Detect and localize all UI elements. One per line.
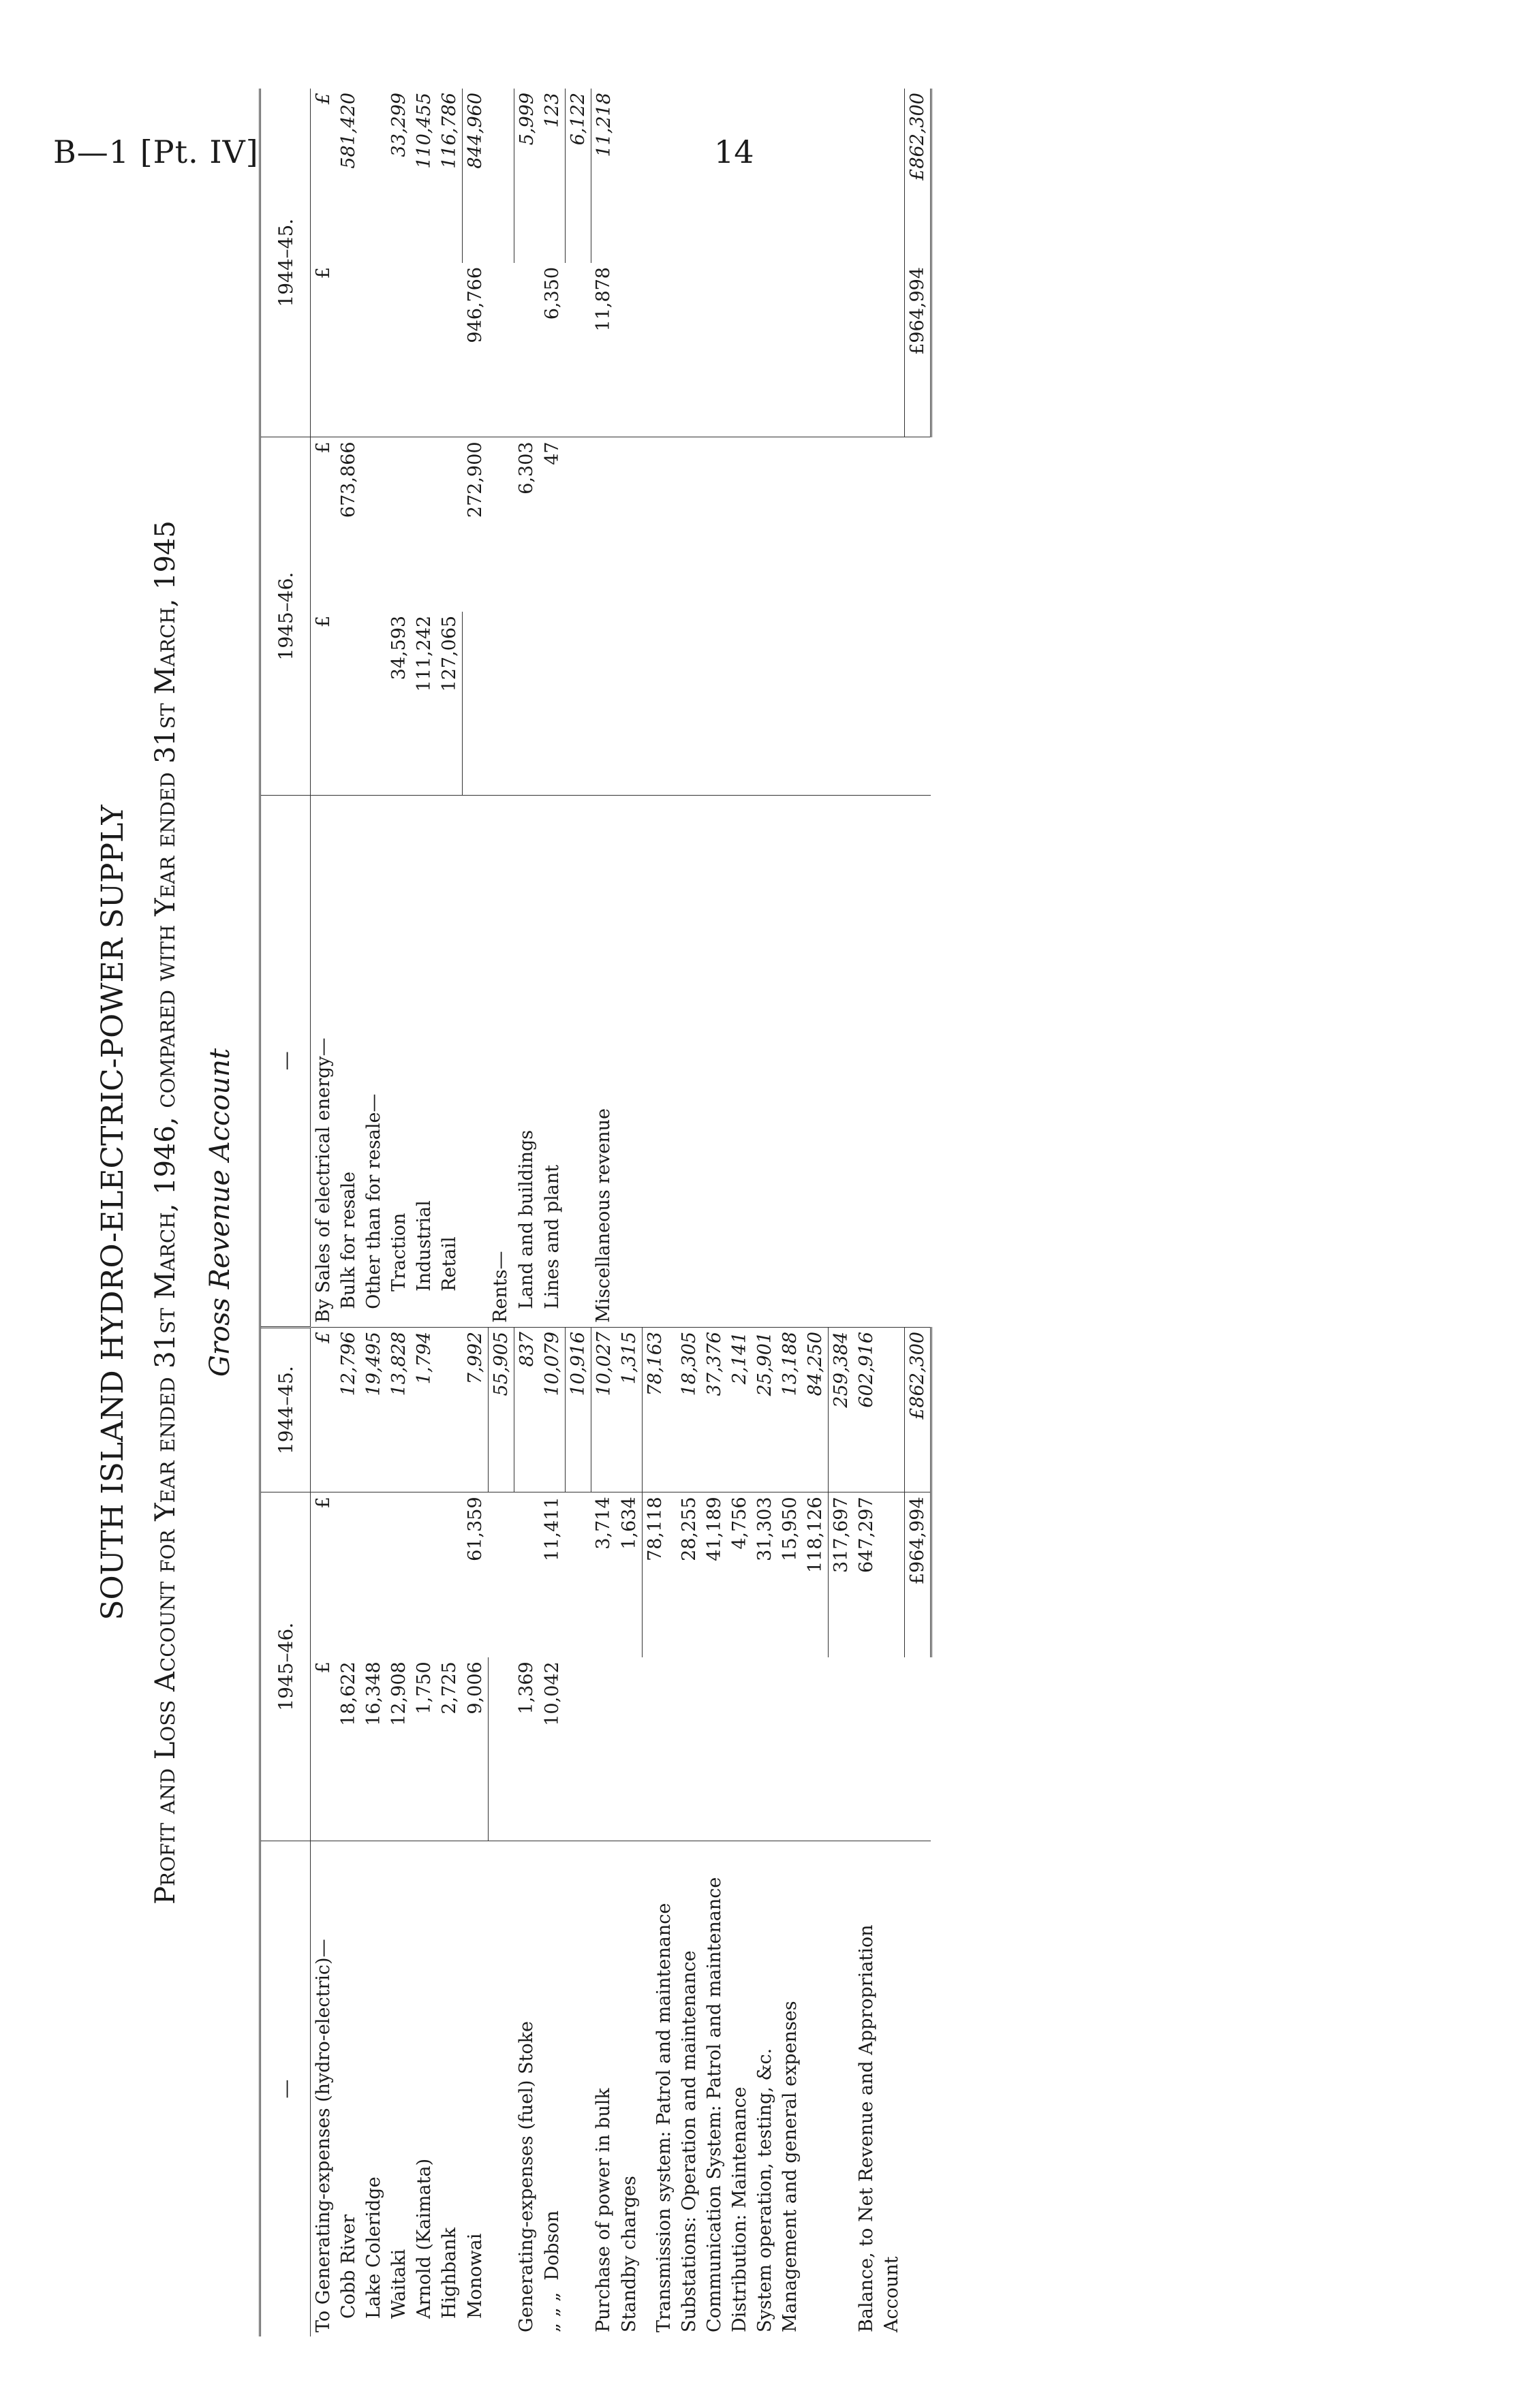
table-row: Communication System: Patrol and maintenance 41,189 37,376	[702, 89, 727, 2336]
table-row: Waitaki 12,908 13,828 Traction 34,593 33,299	[386, 89, 412, 2336]
fuel-subtotal: 11,411	[541, 1497, 563, 1561]
table-row: Standby charges 1,634 1,315	[617, 89, 643, 2336]
table-row: Monowai 9,006 61,359 7,992 272,900 946,766 844,960	[463, 89, 489, 2336]
gross-revenue-table	[259, 89, 932, 2336]
debit-total-current: £964,994	[904, 1492, 931, 1657]
document-title: SOUTH ISLAND HYDRO-ELECTRIC-POWER SUPPLY	[95, 804, 130, 1621]
table-row: Distribution: Maintenance 4,756 2,141	[727, 89, 752, 2336]
table-row: Balance, to Net Revenue and Appropriation Account 647,297 602,916	[854, 89, 904, 2336]
generating-heading: To Generating-expenses (hydro-electric)—	[313, 1939, 334, 2332]
credit-label-header: —	[260, 795, 311, 1327]
debit-total-previous: £862,300	[904, 1327, 931, 1492]
document-subtitle: Profit and Loss Account for Year ended 31st March, 1946, compared with Year ended 31st March, 1945	[150, 520, 181, 1905]
debit-current-year-header: 1945–46.	[260, 1492, 311, 1841]
table-row: To Generating-expenses (hydro-electric)— £ £ £ By Sales of electrical energy— £ £ £ £	[311, 89, 337, 2336]
credit-total-previous: £862,300	[904, 89, 931, 263]
table-row: Management and general expenses 15,950 13,188	[777, 89, 803, 2336]
other-than-resale-subtotal: 272,900	[464, 441, 486, 518]
totals-row	[904, 89, 931, 2336]
section-heading: Gross Revenue Account	[204, 1048, 236, 1377]
page-number: 14	[714, 134, 754, 170]
credit-current-year-header: 1945–46.	[260, 437, 311, 795]
debit-label-header: —	[260, 1841, 311, 2336]
rotated-account-page	[55, 89, 1090, 2336]
table-row: „ „ „ Dobson 10,042 11,411 10,079 Lines and plant 47 6,350 123	[540, 89, 566, 2336]
table-row: Substations: Operation and maintenance 28,255 18,305	[677, 89, 702, 2336]
table-row: Highbank 2,725 Retail 127,065 116,786	[437, 89, 463, 2336]
table-row: 10,916 6,122	[565, 89, 591, 2336]
table-row: Transmission system: Patrol and maintenance 78,118 78,163	[642, 89, 677, 2336]
table-row: Lake Coleridge 16,348 19,495 Other than for resale—	[361, 89, 386, 2336]
table-row: Generating-expenses (fuel) Stoke 1,369 837 Land and buildings 6,303 5,999	[514, 89, 540, 2336]
credit-total-current: £964,994	[904, 263, 931, 437]
table-row: System operation, testing, &c. 31,303 25,901	[752, 89, 777, 2336]
table-row: 317,697 259,384	[829, 89, 854, 2336]
table-row: 55,905 Rents—	[488, 89, 514, 2336]
credit-previous-year-header: 1944–45.	[260, 89, 311, 437]
sales-heading: By Sales of electrical energy—	[311, 795, 337, 1327]
generating-subtotal: 61,359	[464, 1497, 486, 1561]
table-header-row	[260, 89, 311, 2336]
document-reference: B—1 [Pt. IV]	[53, 134, 259, 170]
sales-subtotal: 946,766	[463, 263, 489, 437]
debit-previous-year-header: 1944–45.	[260, 1327, 311, 1492]
table-row: Cobb River 18,622 12,796 Bulk for resale 673,866 581,420	[336, 89, 361, 2336]
table-row: Purchase of power in bulk 3,714 10,027 Miscellaneous revenue 11,878 11,218	[591, 89, 617, 2336]
rents-subtotal: 6,350	[540, 263, 566, 437]
table-row: Arnold (Kaimata) 1,750 1,794 Industrial 111,242 110,455	[412, 89, 437, 2336]
table-row: 118,126 84,250	[803, 89, 829, 2336]
